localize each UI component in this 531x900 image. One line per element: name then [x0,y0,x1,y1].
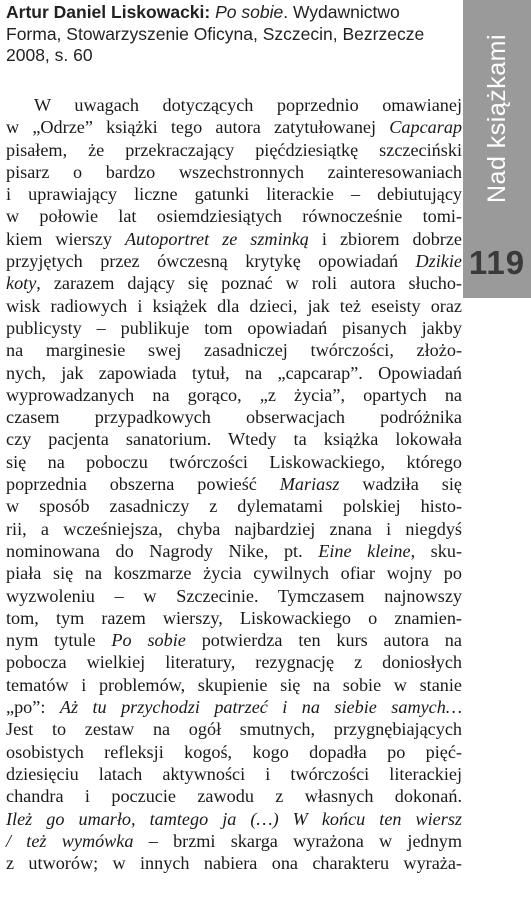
text-segment: rii, a wcześniejsza, chyba najbardziej znana i niegdyś [6,518,462,539]
italic-text: Autoportret ze szminką [124,228,309,249]
text-segment: w „Odrze” książki tego autora zatytułowanej [6,117,390,138]
author-name: Artur Daniel Liskowacki [6,2,205,22]
body-text-line [6,272,462,294]
italic-text: Eine kleine [318,540,411,561]
body-text-line [6,696,462,718]
text-segment: pisałem, że przekraczający pięćdziesiątkę szczeciński [6,139,462,160]
text-segment: i zbiorem dobrze [308,228,463,249]
text-segment: nym tytule [6,630,112,651]
body-text-line [6,205,462,227]
body-text-line [6,629,462,651]
body-text-line [6,428,462,450]
text-segment: kiem wierszy [6,228,125,249]
body-text-line [6,607,462,629]
header-line: 2008, s. 60 [6,45,93,65]
publisher-text: . Wydawnictwo [283,2,400,22]
text-segment: osobistych refleksji kogoś, kogo dopadła po pięć- [6,741,462,762]
body-text-line [6,674,462,696]
body-text-line [6,473,462,495]
text-segment: na marginesie swej zasadniczej twórczości, złożo- [6,340,462,361]
body-text-line [6,785,462,807]
body-text-line [6,317,462,339]
italic-text: Aż tu przychodzi patrzeć i na siebie samych… [59,697,463,718]
text-segment: czasem przypadkowych obserwacjach podróżnika [6,407,462,428]
book-title: Po sobie [215,2,284,22]
text-segment: dziesięciu latach aktywności i twórczości literackiej [6,763,462,784]
body-text-line [6,339,462,361]
italic-text: / też wymówka [6,830,134,851]
text-segment: nych, jak zapowiada tytuł, na „capcarap”. Opowiadań [6,362,462,383]
body-text-line [6,808,462,830]
text-segment: poprzednia obszerna powieść [6,474,280,495]
body-text-line [6,406,462,428]
body-text-line [6,228,462,250]
body-text-line [6,562,462,584]
body-text-line [6,183,462,205]
text-segment: wyprowadzanych na gorąco, „z życia”, opartych na [6,384,462,405]
text-segment: potwierdza ten kurs autora na [185,630,462,651]
text-segment: w sposób zasadniczy z dylematami polskiej histo- [6,496,462,517]
body-text-line [6,384,462,406]
body-text-line [6,362,462,384]
body-text-line [6,540,462,562]
body-text-line [6,495,462,517]
text-segment: W uwagach dotyczących poprzednio omawianej [34,95,462,115]
body-text-line [6,94,462,116]
body-text-line [6,830,462,852]
text-segment: „po”: [6,697,60,718]
italic-text: Ileż go umarło, tamtego ja (…) W końcu ten wiersz [6,808,462,829]
section-title: Nad książkami [483,33,511,203]
text-segment: Jest to zestaw na ogół smutnych, przygnębiających [6,719,462,740]
review-body [6,94,462,874]
text-segment: pisarz o bardzo wszechstronnych zainteresowaniach [6,161,462,182]
author-colon: : [204,2,211,22]
body-text-line [6,161,462,183]
text-segment: wadziła się [339,474,462,495]
text-segment: nominowana do Nagrody Nike, pt. [6,540,319,561]
text-segment: tematów i problemów, skupienie się na sobie w stanie [6,674,462,695]
body-text-line [6,116,462,138]
text-segment: w połowie lat osiemdziesiątych równocześnie tomi- [6,206,462,227]
text-segment: wisk radiowych i książek dla dzieci, jak też eseisty oraz [6,295,462,316]
text-segment: tom, tym razem wierszy, Liskowackiego o znamien- [6,607,462,628]
text-segment: przyjętych przez ówczesną krytykę opowiadań [6,251,416,272]
body-text-line [6,295,462,317]
italic-text: Capcarap [389,117,462,138]
section-sidebar [463,0,531,298]
body-text-line [6,852,462,874]
text-segment: się na poboczu twórczości Liskowackiego, którego [6,451,462,472]
italic-text: Dzikie [415,251,462,272]
text-segment: publicysty – publikuje tom opowiadań pisanych jakby [6,317,462,338]
body-text-line [6,763,462,785]
text-segment: – brzmi skarga wyrażona w jednym [133,830,462,851]
header-line: Forma, Stowarzyszenie Oficyna, Szczecin, Bezrzecze [6,23,425,44]
text-segment: i uprawiający liczne gatunki literackie – debiutujący [6,184,462,205]
text-segment: piała się na koszmarze życia cywilnych ofiar wojny po [6,563,462,584]
body-text-line [6,651,462,673]
body-text-line [6,451,462,473]
text-segment: czy pacjenta sanatorium. Wtedy ta książka lokowała [6,429,462,450]
body-text-line [6,741,462,763]
text-segment: wyzwoleniu – w Szczecinie. Tymczasem najnowszy [6,585,462,606]
italic-text: koty [6,273,37,294]
body-text-line [6,518,462,540]
text-segment: , zarazem dający się poznać w roli autora słucho- [36,273,462,294]
body-text-line [6,139,462,161]
italic-text: Po sobie [111,630,186,651]
body-text-line [6,585,462,607]
text-segment: , sku- [410,540,463,561]
header-line [6,2,458,24]
body-text-line [6,250,462,272]
text-segment: pobocza wielkiej literatury, rezygnację z doniosłych [6,652,462,673]
body-text-line [6,718,462,740]
text-segment: z utworów; w innych nabiera ona charakteru wyraża- [6,853,462,874]
page-number: 119 [468,244,526,281]
italic-text: Mariasz [279,474,340,495]
bibliographic-header [6,2,458,67]
text-segment: chandra i poczucie zawodu z własnych dokonań. [6,786,462,807]
